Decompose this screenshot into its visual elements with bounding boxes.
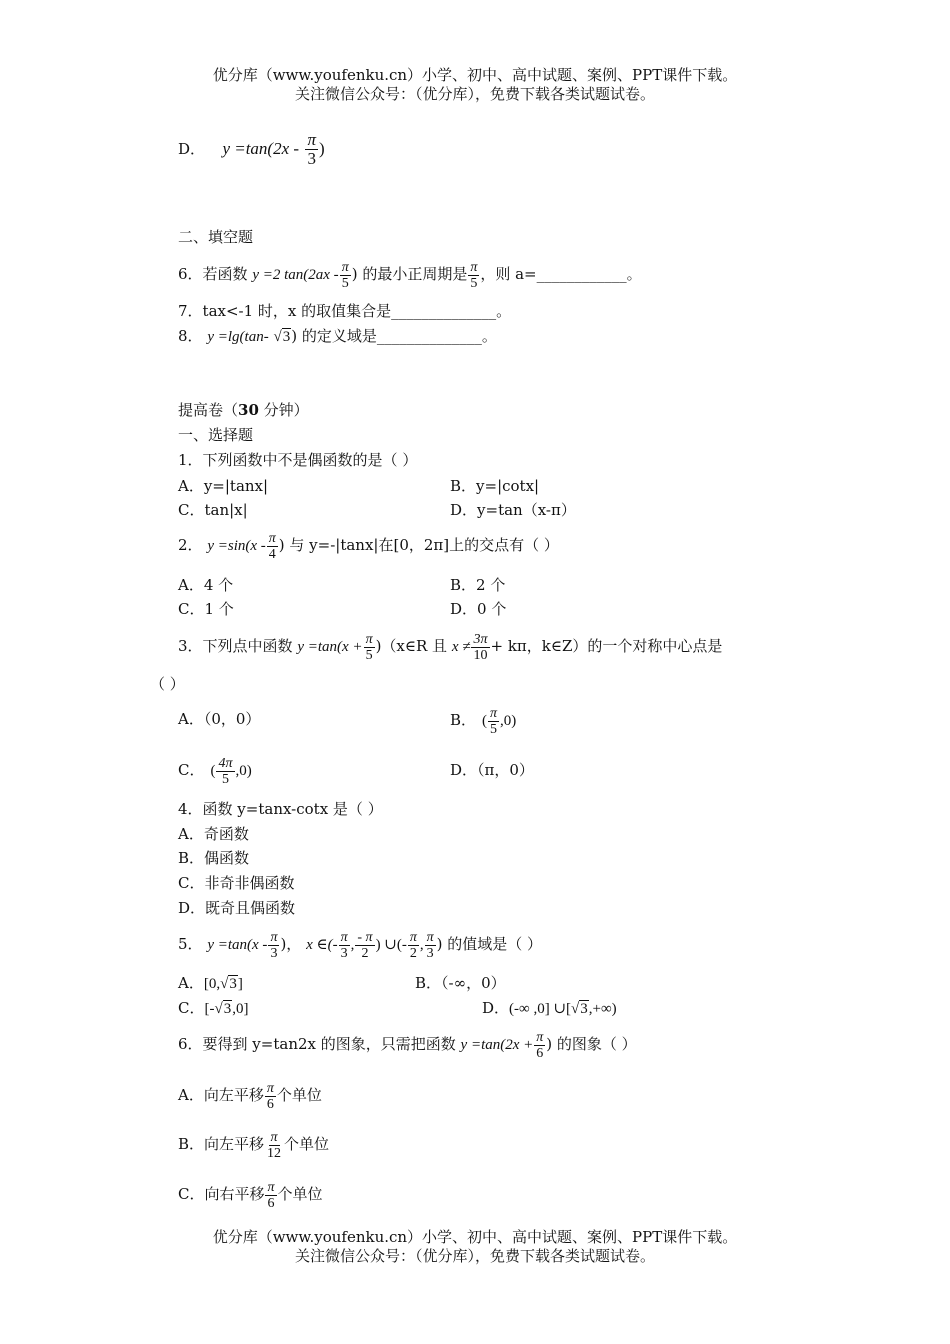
option-d-top (178, 130, 325, 168)
q3-option-a: A．（0，0） (178, 710, 261, 728)
fraction: $\frac{\pi}{5}$ (365, 631, 373, 663)
header-line-2: 关注微信公众号：（优分库），免费下载各类试题试卷。 (294, 85, 655, 103)
sqrt: √3 (273, 329, 291, 345)
option-label: D． (178, 140, 206, 158)
fraction: $\frac{\pi}{6}$ (267, 1179, 275, 1211)
fraction: $\frac{\pi}{5}$ (470, 259, 478, 291)
q3-option-b: B． ( $\frac{\pi}{5}$ ,0) (450, 705, 517, 737)
question-2: 2． y =sin(x - $\frac{\pi}{4}$ ) 与 y=-|tanx|在[0，2π]上的交点有（ ） (178, 530, 559, 562)
q6-option-a: A．向左平移 $\frac{\pi}{6}$ 个单位 (178, 1080, 322, 1112)
fraction: $\frac{\pi}{3}$ (340, 929, 348, 961)
fraction: $\frac{\pi}{6}$ (266, 1080, 274, 1112)
fraction: $\frac{3\pi}{10}$ (473, 631, 488, 663)
q5-option-b: B．（-∞，0） (415, 974, 506, 992)
q5-option-c: C．[-√3,0] (178, 999, 249, 1017)
page-footer (0, 1228, 950, 1266)
q2-option-a: A．4 个 (178, 576, 234, 594)
fill-question-7: 7．tax<-1 时，x 的取值集合是______________。 (178, 302, 512, 320)
question-1: 1．下列函数中不是偶函数的是（ ） (178, 451, 418, 469)
section-heading-fill: 二、填空题 (178, 228, 254, 246)
fraction: $\frac{\pi}{5}$ (490, 705, 498, 737)
fraction: $\frac{4\pi}{5}$ (218, 755, 233, 787)
q2-option-b: B．2 个 (450, 576, 506, 594)
fraction: $\frac{\pi}{12}$ (267, 1129, 282, 1161)
math-expr: y =tan(2x - (222, 139, 300, 158)
fraction: $\frac{\pi}{2}$ (409, 929, 417, 961)
fraction: $\frac{\pi}{4}$ (268, 530, 276, 562)
q4-option-b: B．偶函数 (178, 849, 250, 867)
q4-option-a: A．奇函数 (178, 825, 249, 843)
fraction: $\frac{\pi}{3}$ (270, 929, 278, 961)
question-4: 4．函数 y=tanx-cotx 是（ ） (178, 800, 383, 818)
q2-option-d: D．0 个 (450, 600, 507, 618)
q6-option-c: C．向右平移 $\frac{\pi}{6}$ 个单位 (178, 1179, 323, 1211)
q1-option-a: A．y=|tanx| (178, 477, 269, 495)
section-heading-choice: 一、选择题 (178, 426, 254, 444)
math-close: ) (318, 139, 325, 158)
page-header (0, 66, 950, 104)
q1-option-c: C．tan|x| (178, 501, 248, 519)
q4-option-c: C．非奇非偶函数 (178, 874, 295, 892)
question-6: 6．要得到 y=tan2x 的图象，只需把函数 y =tan(2x + $\frac{\pi}{6}$ ) 的图象（ ） (178, 1029, 637, 1061)
q5-option-d: D．(-∞ ,0] ∪[√3,+∞) (482, 999, 617, 1017)
question-5: 5． y =tan(x - $\frac{\pi}{3}$ )， x ∈(- $\frac{\pi}{3}$ , $\frac{- \pi}{2}$ ) ∪(- $\frac{\pi}{2}$ , $\frac{\pi}{3}$ ) 的值域是（ ） (178, 929, 543, 961)
header-line-1: 优分库（www.youfenku.cn）小学、初中、高中试题、案例、PPT课件下载。 (212, 66, 738, 84)
q4-option-d: D．既奇且偶函数 (178, 899, 296, 917)
q1-option-d: D．y=tan（x-π） (450, 501, 576, 519)
fraction: $\frac{\pi}{3}$ (426, 929, 434, 961)
q1-option-b: B．y=|cotx| (450, 477, 540, 495)
question-3-continuation: （ ） (150, 675, 185, 693)
q2-option-c: C．1 个 (178, 600, 234, 618)
q3-option-d: D．（π，0） (450, 761, 534, 779)
footer-line-1: 优分库（www.youfenku.cn）小学、初中、高中试题、案例、PPT课件下载。 (212, 1228, 738, 1246)
fraction: $\frac{\pi}{3}$ (307, 130, 316, 168)
footer-line-2: 关注微信公众号：（优分库），免费下载各类试题试卷。 (294, 1247, 655, 1265)
q3-option-c: C． ( $\frac{4\pi}{5}$ ,0) (178, 755, 252, 787)
fraction: $\frac{\pi}{6}$ (536, 1029, 544, 1061)
q6-option-b: B．向左平移 $\frac{\pi}{12}$ 个单位 (178, 1129, 330, 1161)
fraction: $\frac{- \pi}{2}$ (357, 929, 373, 961)
advanced-title: 提高卷（30 分钟） (178, 401, 309, 419)
question-3: 3．下列点中函数 y =tan(x + $\frac{\pi}{5}$ )（x∈R 且 x ≠ $\frac{3\pi}{10}$ + kπ，k∈Z）的一个对称中心点是 (178, 631, 723, 663)
fill-question-6: 6．若函数 y =2 tan(2ax - $\frac{\pi}{5}$ ) 的最小正周期是 $\frac{\pi}{5}$ ，则 a=____________。 (178, 259, 642, 291)
fill-question-8: 8． y =lg(tan- √3) 的定义域是______________。 (178, 327, 497, 345)
q5-option-a: A．[0,√3] (178, 974, 243, 992)
fraction: $\frac{\pi}{5}$ (341, 259, 349, 291)
